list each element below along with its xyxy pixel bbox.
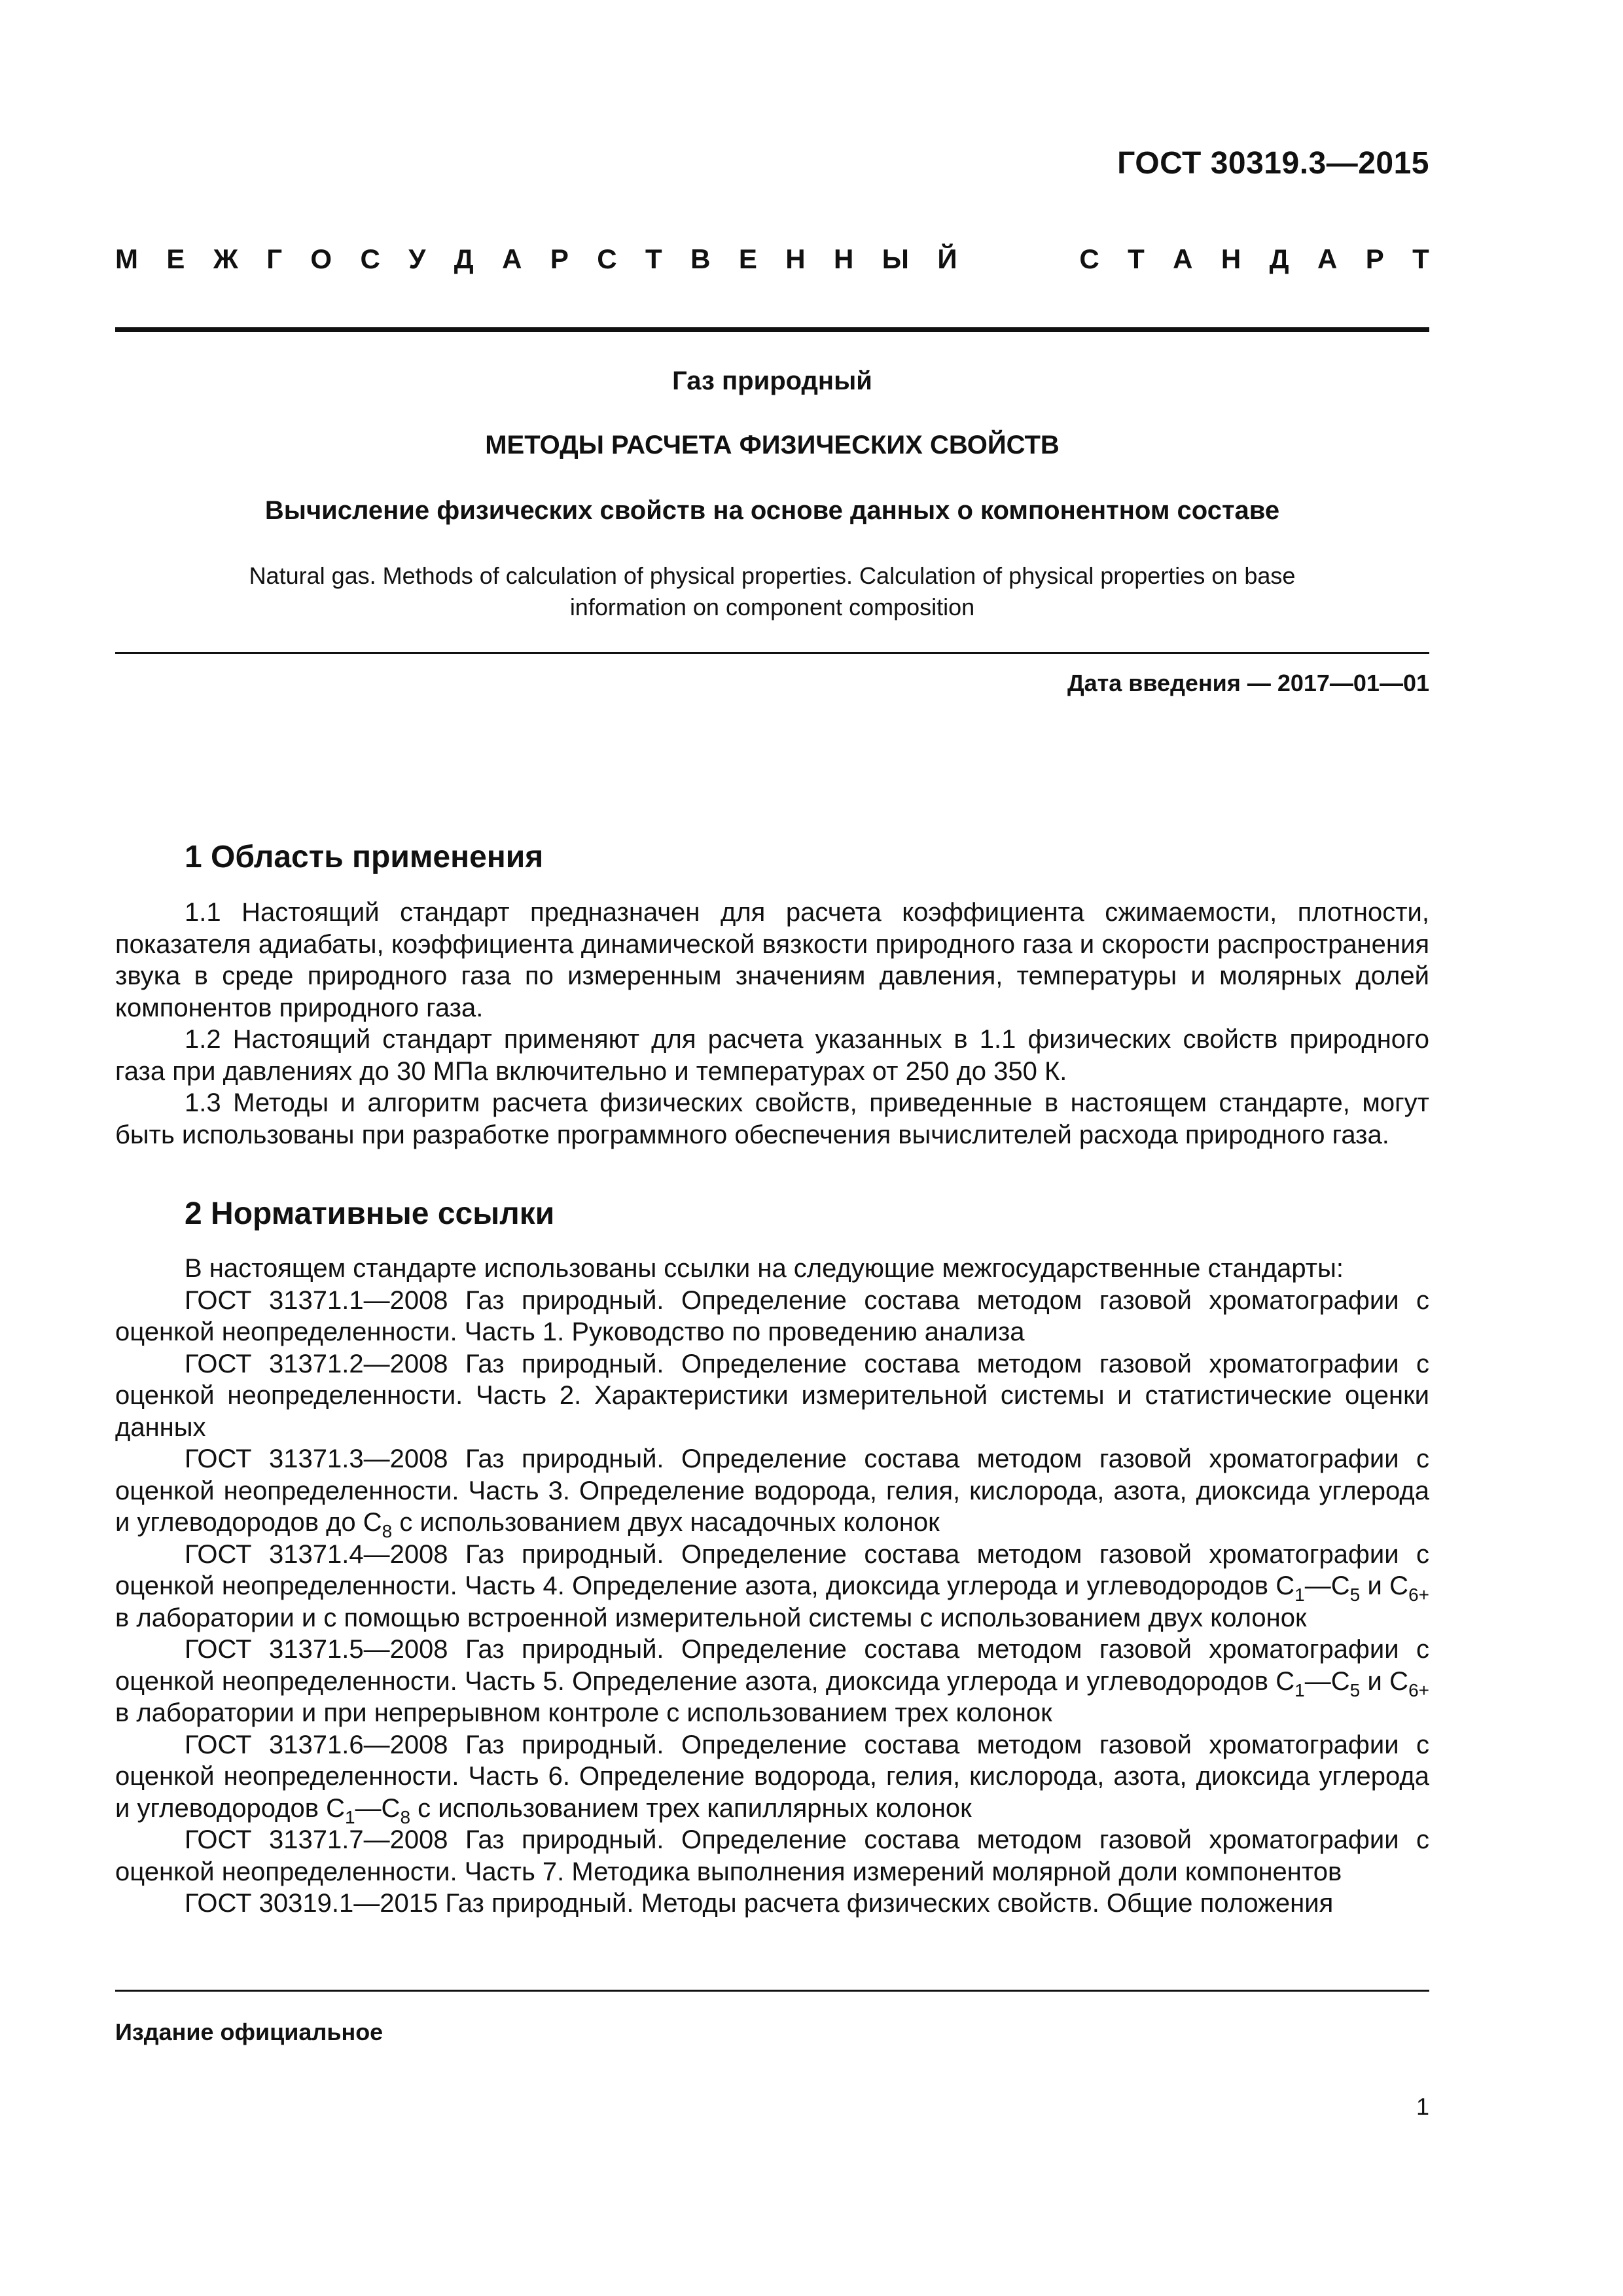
footer-divider [115, 1990, 1429, 1992]
banner-word-gap [986, 243, 1051, 275]
title-main: МЕТОДЫ РАСЧЕТА ФИЗИЧЕСКИХ СВОЙСТВ [485, 431, 1060, 459]
reference-text: ГОСТ 31371.6—2008 Газ природный. Определение состава методом газовой хроматографии с оценкой неопределенности. Часть 6. Определение водорода, гелия, кислорода, азота, диоксида углерода и углеводородов С [115, 1730, 1429, 1823]
reference-text: и С [1360, 1571, 1409, 1600]
subscript: 1 [1294, 1679, 1305, 1700]
banner-letter: Д [454, 243, 474, 274]
subscript: 5 [1349, 1584, 1361, 1605]
paragraph-1-1: 1.1 Настоящий стандарт предназначен для расчета коэффициента сжимаемости, плотности, показателя адиабаты, коэффициента динамической вязкости природного газа и скорости распространения звука в среде природного газа по измеренным значениям давления, температуры и молярных долей компонентов природного газа. [115, 898, 1429, 1022]
banner-letter: Т [1412, 243, 1429, 274]
banner-letter: М [115, 243, 138, 274]
paragraph-1-2: 1.2 Настоящий стандарт применяют для расчета указанных в 1.1 физических свойств природного газа при давлениях до 30 МПа включительно и температурах от 250 до 350 К. [115, 1025, 1429, 1086]
header-divider [115, 327, 1429, 332]
reference-item [115, 1634, 1429, 1729]
banner-letter: Н [785, 243, 806, 274]
reference-text: в лаборатории и с помощью встроенной измерительной системы с использованием двух колонок [115, 1603, 1307, 1632]
reference-text: ГОСТ 31371.4—2008 Газ природный. Определение состава методом газовой хроматографии с оценкой неопределенности. Часть 4. Определение азота, диоксида углерода и углеводородов С [115, 1539, 1429, 1600]
banner-letter: А [1173, 243, 1193, 274]
banner-letter: Н [834, 243, 854, 274]
title-subject: Газ природный [672, 367, 872, 395]
banner-letter: С [597, 243, 617, 274]
banner-letter: Е [166, 243, 185, 274]
subscript: 6+ [1408, 1584, 1429, 1605]
banner-letter: У [408, 243, 426, 274]
section-2-body [115, 1253, 1429, 1920]
banner-letter: Ы [882, 243, 909, 274]
reference-text: и С [1360, 1666, 1409, 1696]
banner-letter: Г [266, 243, 283, 274]
reference-item: ГОСТ 30319.1—2015 Газ природный. Методы расчета физических свойств. Общие положения [185, 1889, 1334, 1918]
banner-letter: Е [738, 243, 757, 274]
reference-text: ГОСТ 31371.3—2008 Газ природный. Определение состава методом газовой хроматографии с оценкой неопределенности. Часть 3. Определение водорода, гелия, кислорода, азота, диоксида углерода и углеводородов до С [115, 1444, 1429, 1537]
reference-text: —С [1304, 1666, 1350, 1696]
reference-item: ГОСТ 31371.1—2008 Газ природный. Определение состава методом газовой хроматографии с оценкой неопределенности. Часть 1. Руководство по проведению анализа [115, 1285, 1429, 1346]
title-english: Natural gas. Methods of calculation of physical properties. Calculation of physical properties on base information on component composition [249, 562, 1296, 620]
subscript: 1 [344, 1806, 355, 1827]
banner-letter: О [310, 243, 332, 274]
standard-code: ГОСТ 30319.3—2015 [1117, 146, 1429, 181]
effective-date: Дата введения — 2017—01—01 [1067, 670, 1429, 696]
reference-text: ГОСТ 31371.5—2008 Газ природный. Определение состава методом газовой хроматографии с оценкой неопределенности. Часть 5. Определение азота, диоксида углерода и углеводородов С [115, 1635, 1429, 1696]
banner-letter: Н [1221, 243, 1241, 274]
references-intro: В настоящем стандарте использованы ссылки на следующие межгосударственные стандарты: [185, 1254, 1344, 1283]
subscript: 8 [382, 1520, 393, 1541]
banner-letter: Т [645, 243, 662, 274]
banner-letter: А [502, 243, 522, 274]
banner-letter: Ж [213, 243, 238, 274]
banner-letter: В [690, 243, 711, 274]
banner-letter: Р [1365, 243, 1384, 274]
banner-letter: Р [550, 243, 569, 274]
reference-item [115, 1443, 1429, 1539]
reference-item: ГОСТ 31371.7—2008 Газ природный. Определение состава методом газовой хроматографии с оценкой неопределенности. Часть 7. Методика выполнения измерений молярной доли компонентов [115, 1825, 1429, 1886]
interstate-standard-banner [115, 243, 1429, 275]
subscript: 1 [1294, 1584, 1305, 1605]
section-1-body [115, 897, 1429, 1151]
banner-letter: Д [1269, 243, 1289, 274]
reference-text: —С [1304, 1571, 1350, 1600]
banner-letter: С [1079, 243, 1099, 274]
page-number: 1 [1416, 2093, 1429, 2120]
edition-label: Издание официальное [115, 2018, 383, 2045]
subscript: 5 [1349, 1679, 1361, 1700]
reference-text: с использованием трех капиллярных колонок [410, 1793, 972, 1823]
subscript: 6+ [1408, 1679, 1429, 1700]
reference-item: ГОСТ 31371.2—2008 Газ природный. Определение состава методом газовой хроматографии с оценкой неопределенности. Часть 2. Характеристики измерительной системы и статистические оценки данных [115, 1349, 1429, 1442]
reference-text: —С [355, 1793, 401, 1823]
section-2-heading: 2 Нормативные ссылки [185, 1196, 555, 1231]
section-1-heading: 1 Область применения [185, 840, 544, 874]
banner-letter: Т [1128, 243, 1145, 274]
title-divider [115, 652, 1429, 654]
reference-item [115, 1729, 1429, 1825]
banner-letter: С [360, 243, 380, 274]
reference-text: в лаборатории и при непрерывном контроле с использованием трех колонок [115, 1698, 1052, 1727]
subscript: 8 [400, 1806, 411, 1827]
banner-letter: Й [937, 243, 957, 274]
paragraph-1-3: 1.3 Методы и алгоритм расчета физических свойств, приведенные в настоящем стандарте, могут быть использованы при разработке программного обеспечения вычислителей расхода природного газа. [115, 1088, 1429, 1149]
title-subtitle: Вычисление физических свойств на основе данных о компонентном составе [264, 496, 1280, 525]
banner-letter: А [1317, 243, 1338, 274]
reference-text: с использованием двух насадочных колонок [392, 1508, 940, 1537]
reference-item [115, 1539, 1429, 1634]
